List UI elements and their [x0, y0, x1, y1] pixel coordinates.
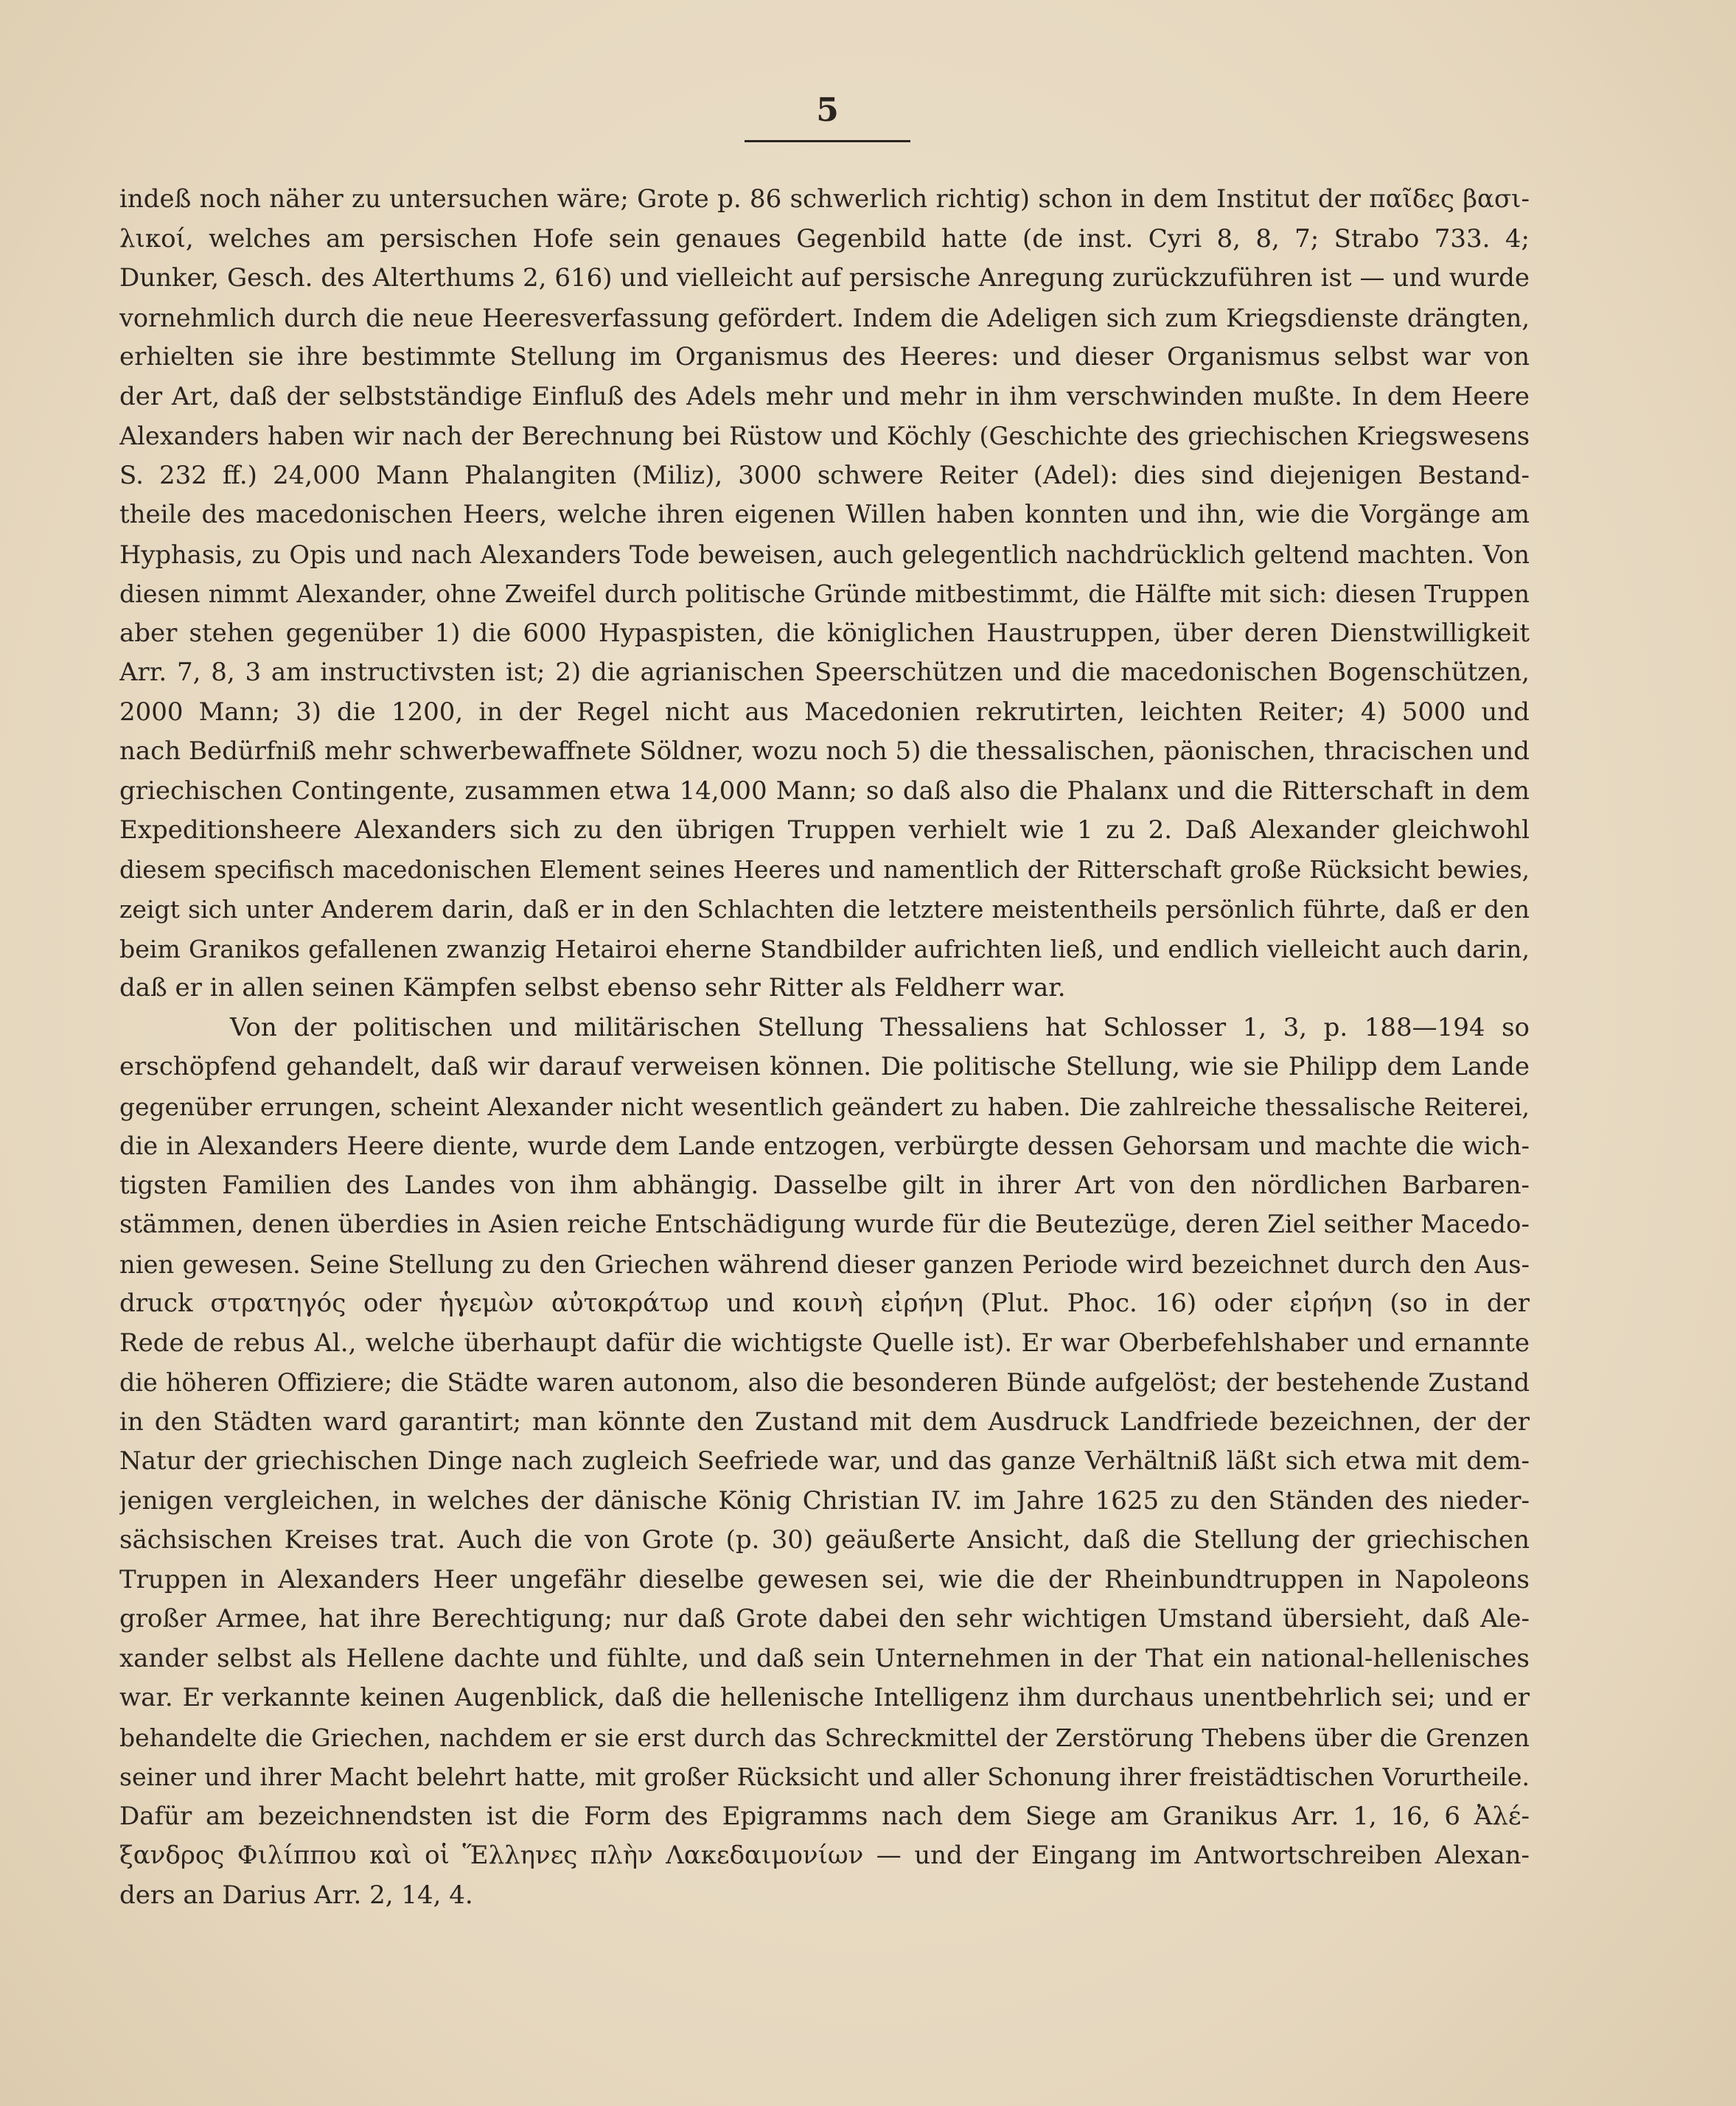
- text-line: S. 232 ff.) 24,000 Mann Phalangiten (Miliz), 3000 schwere Reiter (Adel): dies sind diejenigen Bestand-: [119, 460, 1530, 490]
- text-line: gegenüber errungen, scheint Alexander nicht wesentlich geändert zu haben. Die zahlreiche thessalische Reiterei,: [119, 1092, 1530, 1121]
- paragraph-start-line: Von der politischen und militärischen Stellung Thessaliens hat Schlosser 1, 3, p. 188—194 so: [230, 1012, 1530, 1042]
- text-line: aber stehen gegenüber 1) die 6000 Hypaspisten, die königlichen Haustruppen, über deren Dienstwilligkeit: [119, 618, 1530, 648]
- text-line: Dunker, Gesch. des Alterthums 2, 616) und vielleicht auf persische Anregung zurückzuführen ist — und wurde: [119, 263, 1530, 293]
- text-line: Rede de rebus Al., welche überhaupt dafür die wichtigste Quelle ist). Er war Oberbefehlshaber und ernannte: [119, 1328, 1530, 1358]
- text-line: behandelte die Griechen, nachdem er sie erst durch das Schreckmittel der Zerstörung Thebens über die Grenzen: [119, 1723, 1530, 1752]
- text-line: xander selbst als Hellene dachte und fühlte, und daß sein Unternehmen in der That ein national-hellenisches: [119, 1643, 1530, 1673]
- text-line: theile des macedonischen Heers, welche ihren eigenen Willen haben konnten und ihn, wie die Vorgänge am: [119, 500, 1530, 529]
- body-text: [119, 180, 1530, 1915]
- text-line: Truppen in Alexanders Heer ungefähr dieselbe gewesen sei, wie die der Rheinbundtruppen in Napoleons: [119, 1564, 1530, 1594]
- text-line: Hyphasis, zu Opis und nach Alexanders Tode beweisen, auch gelegentlich nachdrücklich geltend machten. Von: [119, 540, 1530, 569]
- text-line: 2000 Mann; 3) die 1200, in der Regel nicht aus Macedonien rekrutirten, leichten Reiter; 4) 5000 und: [119, 697, 1530, 727]
- text-line: indeß noch näher zu untersuchen wäre; Grote p. 86 schwerlich richtig) schon in dem Institut der παῖδες βασι-: [119, 184, 1530, 214]
- text-line: diesen nimmt Alexander, ohne Zweifel durch politische Gründe mitbestimmt, die Hälfte mit sich: diesen Truppen: [119, 579, 1530, 608]
- text-line: die höheren Offiziere; die Städte waren autonom, also die besonderen Bünde aufgelöst; der bestehende Zustand: [119, 1368, 1530, 1397]
- header-rule: [745, 140, 910, 142]
- text-line: griechischen Contingente, zusammen etwa 14,000 Mann; so daß also die Phalanx und die Ritterschaft in dem: [119, 775, 1530, 806]
- text-line: Arr. 7, 8, 3 am instructivsten ist; 2) die agrianischen Speerschützen und die macedonischen Bogenschützen,: [119, 658, 1530, 687]
- text-line: war. Er verkannte keinen Augenblick, daß die hellenische Intelligenz ihm durchaus unentbehrlich sei; und er: [119, 1683, 1530, 1712]
- text-line: vornehmlich durch die neue Heeresverfassung gefördert. Indem die Adeligen sich zum Kriegsdienste drängten,: [119, 303, 1530, 332]
- text-line: seiner und ihrer Macht belehrt hatte, mit großer Rücksicht und aller Schonung ihrer freistädtischen Vorurtheile.: [119, 1762, 1530, 1791]
- page-number: 5: [816, 91, 839, 129]
- text-line: λικοί, welches am persischen Hofe sein genaues Gegenbild hatte (de inst. Cyri 8, 8, 7; Strabo 733. 4;: [119, 223, 1530, 254]
- text-line: stämmen, denen überdies in Asien reiche Entschädigung wurde für die Beutezüge, deren Ziel seither Macedo-: [119, 1210, 1530, 1239]
- text-line: sächsischen Kreises trat. Auch die von Grote (p. 30) geäußerte Ansicht, daß die Stellung der griechischen: [119, 1525, 1530, 1555]
- text-line: erhielten sie ihre bestimmte Stellung im Organismus des Heeres: und dieser Organismus selbst war von: [119, 342, 1530, 372]
- text-line: beim Granikos gefallenen zwanzig Hetairoi eherne Standbilder aufrichten ließ, und endlich vielleicht auch darin,: [119, 934, 1530, 963]
- text-line: nien gewesen. Seine Stellung zu den Griechen während dieser ganzen Periode wird bezeichnet durch den Aus-: [119, 1249, 1530, 1279]
- text-line: ξανδρος Φιλίππου καὶ οἱ Ἕλληνες πλὴν Λακεδαιμονίων — und der Eingang im Antwortschreiben Alexan-: [119, 1841, 1530, 1870]
- text-line: erschöpfend gehandelt, daß wir darauf verweisen können. Die politische Stellung, wie sie Philipp dem Lande: [119, 1052, 1530, 1081]
- text-line: die in Alexanders Heere diente, wurde dem Lande entzogen, verbürgte dessen Gehorsam und machte die wich-: [119, 1132, 1530, 1160]
- text-line: Expeditionsheere Alexanders sich zu den übrigen Truppen verhielt wie 1 zu 2. Daß Alexander gleichwohl: [119, 815, 1530, 845]
- text-line: jenigen vergleichen, in welches der dänische König Christian IV. im Jahre 1625 zu den Ständen des nieder-: [119, 1485, 1530, 1516]
- text-line: Dafür am bezeichnendsten ist die Form des Epigramms nach dem Siege am Granikus Arr. 1, 16, 6 Ἀλέ-: [119, 1801, 1530, 1831]
- paragraph-end-line: ders an Darius Arr. 2, 14, 4.: [119, 1880, 473, 1910]
- text-line: tigsten Familien des Landes von ihm abhängig. Dasselbe gilt in ihrer Art von den nördlichen Barbaren-: [119, 1170, 1530, 1200]
- text-line: Alexanders haben wir nach der Berechnung bei Rüstow und Köchly (Geschichte des griechischen Kriegswesens: [119, 422, 1530, 450]
- text-line: Natur der griechischen Dinge nach zugleich Seefriede war, und das ganze Verhältniß läßt sich etwa mit dem-: [119, 1446, 1530, 1476]
- text-line: in den Städten ward garantirt; man könnte den Zustand mit dem Ausdruck Landfriede bezeichnen, der der: [119, 1406, 1530, 1437]
- text-line: nach Bedürfniß mehr schwerbewaffnete Söldner, wozu noch 5) die thessalischen, päonischen, thracischen und: [119, 736, 1530, 766]
- text-line: der Art, daß der selbstständige Einfluß des Adels mehr und mehr in ihm verschwinden mußte. In dem Heere: [119, 381, 1530, 411]
- paragraph-end-line: daß er in allen seinen Kämpfen selbst ebenso sehr Ritter als Feldherr war.: [119, 973, 1066, 1003]
- text-line: zeigt sich unter Anderem darin, daß er in den Schlachten die letztere meistentheils persönlich führte, daß er den: [119, 895, 1530, 924]
- text-line: großer Armee, hat ihre Berechtigung; nur daß Grote dabei den sehr wichtigen Umstand übersieht, daß Ale-: [119, 1604, 1530, 1633]
- text-line: druck στρατηγός oder ἡγεμὼν αὐτοκράτωρ und κοινὴ εἰρήνη (Plut. Phoc. 16) oder εἰρήνη (so in der: [119, 1289, 1530, 1318]
- text-line: diesem specifisch macedonischen Element seines Heeres und namentlich der Ritterschaft große Rücksicht bewies,: [119, 855, 1530, 884]
